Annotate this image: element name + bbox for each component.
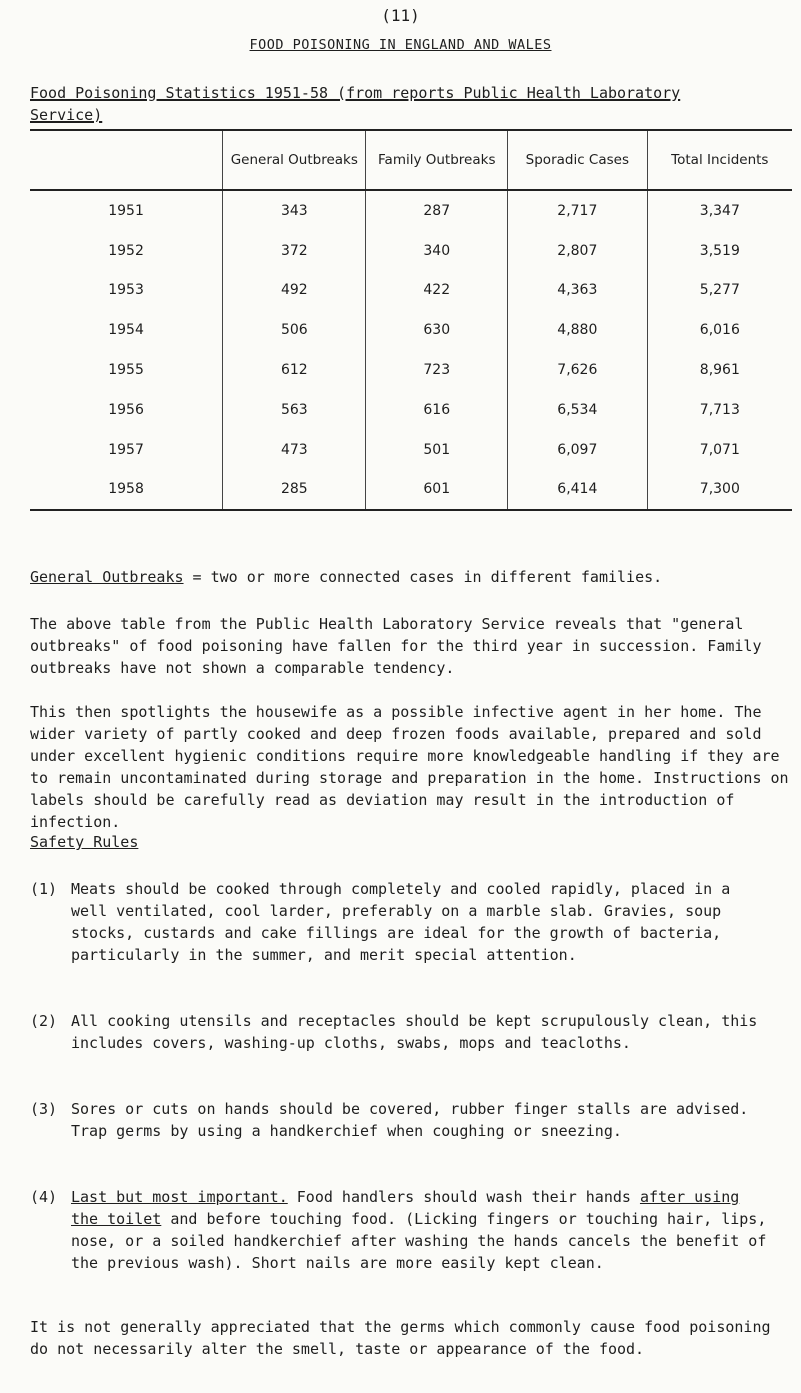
page-number: (11) — [381, 6, 420, 25]
cell-family-outbreaks: 630 — [366, 310, 508, 350]
rule-lead-emphasis: Last but most important. — [71, 1188, 288, 1206]
cell-year: 1958 — [30, 470, 223, 511]
cell-year: 1957 — [108, 441, 144, 458]
closing-paragraph: It is not generally appreciated that the germs which commonly cause food poisoning do not necessarily alter the smell, taste or appearance of the food. — [30, 1318, 771, 1358]
rule-rest-text: and before touching food. (Licking fingers or touching hair, lips, nose, or a soiled handkerchief after washing the hands cancels the benefit of the previous wash). Short nails are more easily kept clean. — [71, 1210, 767, 1272]
rule-text — [71, 1186, 770, 1274]
safety-rules-heading: Safety Rules — [30, 833, 139, 851]
cell-family-outbreaks: 723 — [366, 350, 508, 390]
table-row — [30, 190, 792, 231]
cell-sporadic-cases: 7,626 — [508, 350, 648, 390]
cell-sporadic-cases: 6,414 — [508, 470, 648, 511]
cell-general-outbreaks: 492 — [223, 271, 366, 311]
table-caption-text: Food Poisoning Statistics 1951-58 (from reports Public Health Laboratory Service) — [30, 84, 681, 124]
table-body — [30, 190, 792, 510]
cell-family-outbreaks: 287 — [366, 190, 508, 231]
cell-total-incidents: 3,519 — [647, 231, 792, 271]
rule-number: (4) — [30, 1188, 58, 1206]
definition-line — [30, 568, 790, 586]
cell-total-incidents: 7,713 — [647, 390, 792, 430]
rule-mid-text: Food handlers should wash their hands — [287, 1188, 640, 1206]
cell-general-outbreaks: 343 — [223, 190, 366, 231]
cell-year: 1955 — [108, 362, 144, 379]
header-year — [30, 130, 223, 190]
cell-total-incidents: 7,071 — [647, 430, 792, 470]
rule-text: Meats should be cooked through completely and cooled rapidly, placed in a well ventilated, cool larder, preferably on a marble slab. Gravies, soup stocks, custards and cake fillings are ideal for the growth of bacteria, particularly in the summer, and merit special attention. — [71, 880, 731, 964]
table-row — [30, 350, 792, 390]
table-row — [30, 271, 792, 311]
cell-year: 1951 — [108, 202, 144, 219]
rule-number: (1) — [30, 880, 58, 898]
header-family-outbreaks: Family Outbreaks — [366, 130, 508, 190]
cell-total-incidents: 8,961 — [647, 350, 792, 390]
cell-total-incidents: 6,016 — [647, 310, 792, 350]
header-sporadic-cases: Sporadic Cases — [508, 130, 648, 190]
cell-year: 1954 — [108, 322, 144, 339]
cell-total-incidents: 5,277 — [647, 271, 792, 311]
cell-family-outbreaks: 616 — [366, 390, 508, 430]
header-general-outbreaks: General Outbreaks — [223, 130, 366, 190]
cell-family-outbreaks: 340 — [366, 231, 508, 271]
rule-underlined-phrase: after using the toilet — [71, 1188, 740, 1228]
rule-text: All cooking utensils and receptacles should be kept scrupulously clean, this includes covers, washing-up cloths, swabs, mops and teacloths. — [71, 1012, 758, 1052]
definition-term: General Outbreaks — [30, 568, 184, 586]
table-row — [30, 470, 792, 511]
table-header-row — [30, 130, 792, 190]
cell-family-outbreaks: 601 — [366, 470, 508, 511]
cell-family-outbreaks: 501 — [366, 430, 508, 470]
cell-general-outbreaks: 506 — [223, 310, 366, 350]
cell-general-outbreaks: 563 — [223, 390, 366, 430]
cell-general-outbreaks: 612 — [223, 350, 366, 390]
table-row — [30, 390, 792, 430]
header-total-incidents: Total Incidents — [647, 130, 792, 190]
cell-sporadic-cases: 4,880 — [508, 310, 648, 350]
table-row — [30, 430, 792, 470]
cell-general-outbreaks: 473 — [223, 430, 366, 470]
cell-sporadic-cases: 2,807 — [508, 231, 648, 271]
safety-rule-4 — [30, 1186, 770, 1274]
cell-sporadic-cases: 6,097 — [508, 430, 648, 470]
page-title: FOOD POISONING IN ENGLAND AND WALES — [249, 37, 552, 53]
cell-year: 1953 — [108, 282, 144, 299]
rule-number: (2) — [30, 1012, 58, 1030]
paragraph-table-analysis: The above table from the Public Health Laboratory Service reveals that "general outbreaks" of food poisoning have fallen for the third year in succession. Family outbreaks have not shown a comparable tendency. — [30, 615, 762, 677]
cell-total-incidents: 3,347 — [647, 190, 792, 231]
table-row — [30, 231, 792, 271]
table-caption — [30, 82, 750, 126]
safety-rule-3 — [30, 1098, 770, 1142]
rule-text: Sores or cuts on hands should be covered, rubber finger stalls are advised. Trap germs by using a handkerchief when coughing or sneezing. — [71, 1100, 749, 1140]
cell-sporadic-cases: 2,717 — [508, 190, 648, 231]
paragraph-housewife: This then spotlights the housewife as a possible infective agent in her home. The wider variety of partly cooked and deep frozen foods available, prepared and sold under excellent hygienic conditions require more knowledgeable handling if they are to remain uncontaminated during storage and preparation in the home. Instructions on labels should be carefully read as deviation may result in the introduction of infection. — [30, 703, 789, 831]
cell-total-incidents: 7,300 — [647, 470, 792, 511]
cell-year: 1956 — [108, 401, 144, 418]
definition-text: = two or more connected cases in different families. — [183, 568, 663, 586]
rule-number: (3) — [30, 1100, 58, 1118]
safety-rule-2 — [30, 1010, 770, 1054]
cell-sporadic-cases: 4,363 — [508, 271, 648, 311]
cell-year: 1952 — [108, 242, 144, 259]
table-row — [30, 310, 792, 350]
cell-general-outbreaks: 372 — [223, 231, 366, 271]
cell-family-outbreaks: 422 — [366, 271, 508, 311]
safety-rule-1 — [30, 878, 770, 966]
cell-general-outbreaks: 285 — [223, 470, 366, 511]
cell-sporadic-cases: 6,534 — [508, 390, 648, 430]
statistics-table — [30, 129, 792, 511]
